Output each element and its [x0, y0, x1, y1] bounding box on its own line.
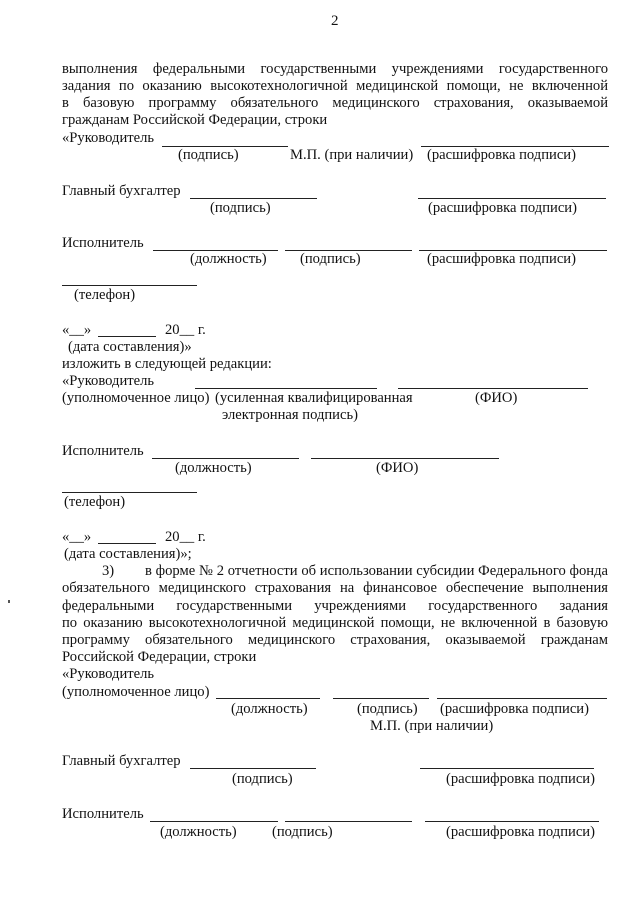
block1-decode-caption: (расшифровка подписи) [427, 147, 576, 163]
block2-esign-caption-2: электронная подпись) [222, 407, 358, 423]
item3-line-1: в форме № 2 отчетности об использовании субсидии Федерального фонда [145, 563, 608, 579]
block2-date-year: 20__ г. [165, 529, 206, 545]
item3-line-4: по оказанию высокотехнологичной медицинской помощи, не включенной в базовую [62, 615, 608, 631]
item3-line-6: Российской Федерации, строки [62, 649, 257, 665]
block1-executor-label: Исполнитель [62, 235, 144, 251]
block2-exec-fio-line [311, 458, 499, 459]
intro-line-4: гражданам Российской Федерации, строки [62, 112, 328, 128]
block1-acc-sig-caption: (подпись) [210, 200, 271, 216]
scan-speck [8, 600, 10, 603]
block1-exec-decode-caption: (расшифровка подписи) [427, 251, 576, 267]
item3-line-5: программу обязательного медицинского страхования, оказываемой гражданам [62, 632, 608, 648]
block2-exec-fio-caption: (ФИО) [376, 460, 419, 476]
block2-esign-line [195, 388, 377, 389]
block2-manager-label: «Руководитель [62, 373, 155, 389]
block1-accountant-label: Главный бухгалтер [62, 183, 181, 199]
block2-authorized-caption: (уполномоченное лицо) [62, 390, 210, 406]
item3-line-3: федеральными государственными учреждениями государственного задания [62, 598, 608, 614]
block1-accountant-signature-line [190, 198, 317, 199]
block3-exec-position-caption: (должность) [160, 824, 237, 840]
block1-date-day: «__» [62, 322, 92, 338]
block3-mp-caption: М.П. (при наличии) [370, 718, 494, 734]
block3-position-caption: (должность) [231, 701, 308, 717]
block3-executor-position-line [150, 821, 278, 822]
instruction-text: изложить в следующей редакции: [62, 356, 272, 372]
block2-executor-label: Исполнитель [62, 443, 144, 459]
item3-number: 3) [102, 563, 115, 579]
block1-mp-caption: М.П. (при наличии) [290, 147, 414, 163]
block3-executor-signature-line [285, 821, 412, 822]
block1-manager-label: «Руководитель [62, 130, 155, 146]
block2-fio-caption: (ФИО) [475, 390, 518, 406]
block3-accountant-decode-line [420, 768, 594, 769]
item3-line-2: обязательного медицинского страхования на финансовое обеспечение выполнения [62, 580, 608, 596]
block1-date-year: 20__ г. [165, 322, 206, 338]
block1-exec-sig-caption: (подпись) [300, 251, 361, 267]
block2-position-caption: (должность) [175, 460, 252, 476]
block3-position-line [216, 698, 320, 699]
block3-signature-line [333, 698, 429, 699]
block3-executor-decode-line [425, 821, 599, 822]
block1-exec-position-caption: (должность) [190, 251, 267, 267]
block2-phone-caption: (телефон) [64, 494, 126, 510]
block2-position-line [152, 458, 299, 459]
block2-fio-line [398, 388, 588, 389]
block3-executor-label: Исполнитель [62, 806, 144, 822]
block1-phone-line [62, 285, 197, 286]
block3-exec-decode-caption: (расшифровка подписи) [446, 824, 595, 840]
block2-date-day: «__» [62, 529, 92, 545]
block3-acc-sig-caption: (подпись) [232, 771, 293, 787]
block1-date-caption: (дата составления)» [68, 339, 192, 355]
intro-line-3: в базовую программу обязательного медицинского страхования, оказываемой [62, 95, 608, 111]
block1-acc-decode-caption: (расшифровка подписи) [428, 200, 577, 216]
page-number: 2 [331, 13, 339, 29]
block2-phone-line [62, 492, 197, 493]
block2-date-caption: (дата составления)»; [64, 546, 192, 562]
block3-acc-decode-caption: (расшифровка подписи) [446, 771, 595, 787]
intro-line-2: задания по оказанию высокотехнологичной медицинской помощи, не включенной [62, 78, 608, 94]
block3-decode-line [437, 698, 607, 699]
block3-authorized-label: (уполномоченное лицо) [62, 684, 210, 700]
block3-decode-caption: (расшифровка подписи) [440, 701, 589, 717]
block3-accountant-label: Главный бухгалтер [62, 753, 181, 769]
block3-accountant-signature-line [190, 768, 316, 769]
block1-accountant-decode-line [418, 198, 606, 199]
block3-exec-sig-caption: (подпись) [272, 824, 333, 840]
block1-date-month-line [98, 336, 156, 337]
block3-manager-label: «Руководитель [62, 666, 155, 682]
block1-phone-caption: (телефон) [74, 287, 136, 303]
block2-date-month-line [98, 543, 156, 544]
block3-sig-caption: (подпись) [357, 701, 418, 717]
intro-line-1: выполнения федеральными государственными учреждениями государственного [62, 61, 608, 77]
block1-sig-caption: (подпись) [178, 147, 239, 163]
block2-esign-caption: (усиленная квалифицированная [215, 390, 413, 406]
